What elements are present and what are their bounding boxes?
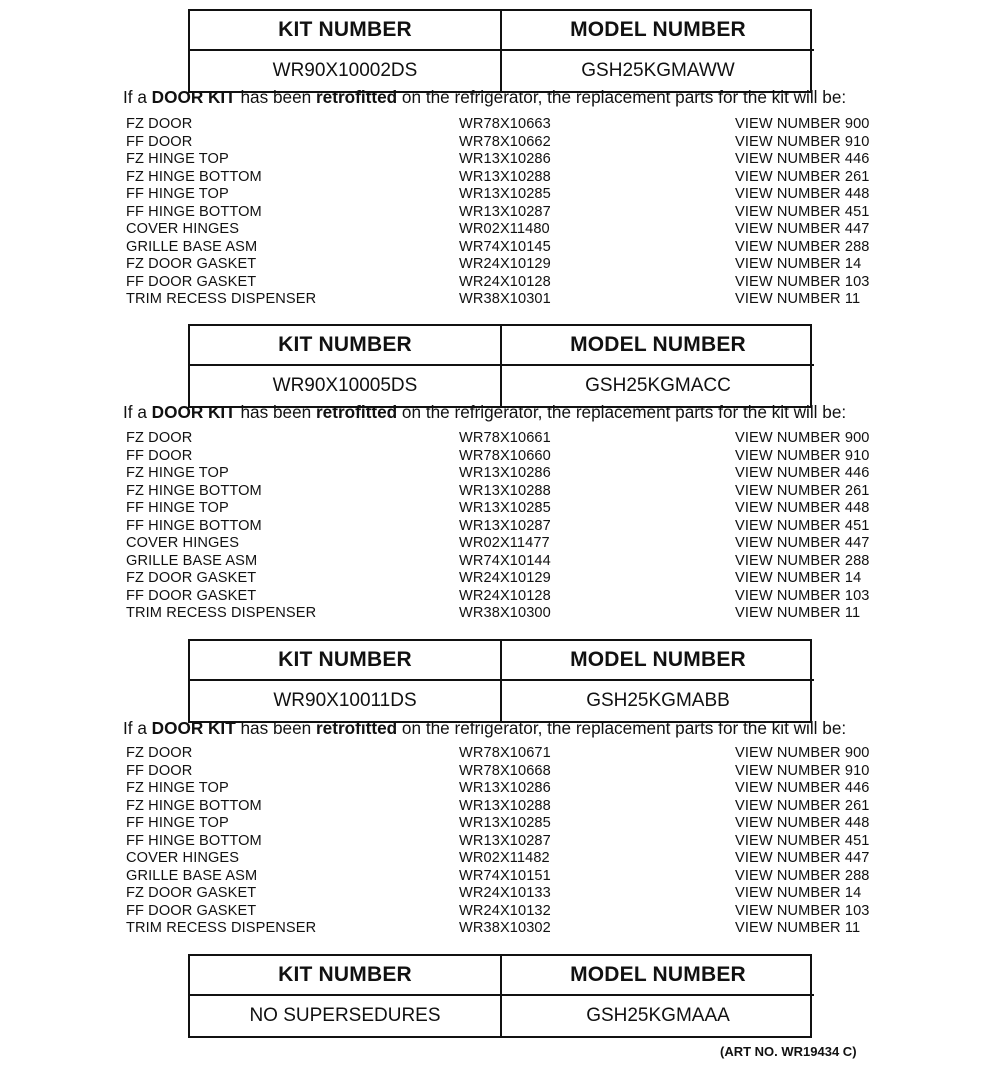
intro-pre: If a xyxy=(123,87,152,107)
view-number: VIEW NUMBER 448 xyxy=(735,500,870,516)
part-number: WR24X10133 xyxy=(459,885,551,901)
part-number: WR24X10129 xyxy=(459,570,551,586)
view-number: VIEW NUMBER 11 xyxy=(735,920,861,936)
parts-row xyxy=(126,763,886,781)
kit-number-header: KIT NUMBER xyxy=(190,956,502,996)
view-number: VIEW NUMBER 448 xyxy=(735,815,870,831)
parts-row xyxy=(126,920,886,938)
parts-row xyxy=(126,780,886,798)
part-name: FF DOOR GASKET xyxy=(126,902,257,919)
part-name: FZ DOOR xyxy=(126,430,193,446)
part-name: FF DOOR xyxy=(126,447,193,464)
part-number: WR24X10132 xyxy=(459,902,551,919)
intro-mid: has been xyxy=(235,402,316,422)
part-number: WR13X10287 xyxy=(459,832,551,849)
part-number: WR13X10286 xyxy=(459,151,551,167)
view-number: VIEW NUMBER 288 xyxy=(735,238,870,255)
kit-number-header: KIT NUMBER xyxy=(190,11,502,51)
view-number: VIEW NUMBER 910 xyxy=(735,447,870,464)
part-name: FF HINGE TOP xyxy=(126,500,229,516)
part-name: FF HINGE TOP xyxy=(126,815,229,831)
intro-post: on the refrigerator, the replacement parts for the kit will be: xyxy=(397,402,847,422)
part-name: FZ HINGE TOP xyxy=(126,780,229,796)
view-number: VIEW NUMBER 447 xyxy=(735,850,870,866)
part-number: WR13X10285 xyxy=(459,500,551,516)
view-number: VIEW NUMBER 14 xyxy=(735,256,862,272)
parts-row xyxy=(126,850,886,868)
parts-row xyxy=(126,239,886,257)
parts-list-1 xyxy=(126,116,886,309)
kit-number-value: WR90X10011DS xyxy=(190,681,502,721)
part-number: WR13X10287 xyxy=(459,203,551,220)
view-number: VIEW NUMBER 288 xyxy=(735,552,870,569)
parts-row xyxy=(126,483,886,501)
view-number: VIEW NUMBER 451 xyxy=(735,203,870,220)
part-number: WR13X10286 xyxy=(459,780,551,796)
part-number: WR78X10668 xyxy=(459,762,551,779)
parts-row xyxy=(126,903,886,921)
part-number: WR13X10288 xyxy=(459,797,551,814)
parts-row xyxy=(126,465,886,483)
part-number: WR13X10288 xyxy=(459,168,551,185)
parts-row xyxy=(126,815,886,833)
model-number-value: GSH25KGMAAA xyxy=(586,1005,730,1026)
view-number: VIEW NUMBER 11 xyxy=(735,291,861,307)
part-name: FF HINGE BOTTOM xyxy=(126,832,262,849)
parts-row xyxy=(126,274,886,292)
view-number: VIEW NUMBER 103 xyxy=(735,902,870,919)
part-name: FZ HINGE BOTTOM xyxy=(126,797,262,814)
part-number: WR38X10300 xyxy=(459,605,551,621)
intro-door-kit: DOOR KIT xyxy=(151,718,236,738)
view-number: VIEW NUMBER 451 xyxy=(735,517,870,534)
view-number: VIEW NUMBER 103 xyxy=(735,273,870,290)
part-name: FZ DOOR xyxy=(126,116,193,132)
kit-number-header: KIT NUMBER xyxy=(190,326,502,366)
model-number-header: MODEL NUMBER xyxy=(502,641,814,681)
view-number: VIEW NUMBER 261 xyxy=(735,168,870,185)
parts-row xyxy=(126,518,886,536)
part-name: FZ DOOR GASKET xyxy=(126,885,257,901)
parts-row xyxy=(126,570,886,588)
part-name: FF HINGE TOP xyxy=(126,186,229,202)
parts-row xyxy=(126,221,886,239)
part-number: WR13X10288 xyxy=(459,482,551,499)
parts-row xyxy=(126,500,886,518)
parts-row xyxy=(126,885,886,903)
view-number: VIEW NUMBER 447 xyxy=(735,535,870,551)
intro-door-kit: DOOR KIT xyxy=(151,402,236,422)
model-number-header: MODEL NUMBER xyxy=(502,956,814,996)
parts-row xyxy=(126,605,886,623)
view-number: VIEW NUMBER 288 xyxy=(735,867,870,884)
view-number: VIEW NUMBER 261 xyxy=(735,482,870,499)
part-name: FF DOOR GASKET xyxy=(126,273,257,290)
intro-door-kit: DOOR KIT xyxy=(151,87,236,107)
part-number: WR02X11482 xyxy=(459,850,550,866)
view-number: VIEW NUMBER 900 xyxy=(735,745,870,761)
view-number: VIEW NUMBER 261 xyxy=(735,797,870,814)
intro-post: on the refrigerator, the replacement parts for the kit will be: xyxy=(397,718,847,738)
view-number: VIEW NUMBER 446 xyxy=(735,465,870,481)
parts-row xyxy=(126,116,886,134)
part-name: FZ HINGE BOTTOM xyxy=(126,482,262,499)
intro-mid: has been xyxy=(235,718,316,738)
kit-number-value: WR90X10002DS xyxy=(190,51,502,91)
intro-post: on the refrigerator, the replacement parts for the kit will be: xyxy=(397,87,847,107)
part-name: GRILLE BASE ASM xyxy=(126,238,258,255)
part-name: FZ DOOR xyxy=(126,745,193,761)
art-number: (ART NO. WR19434 C) xyxy=(720,1044,857,1059)
parts-row xyxy=(126,151,886,169)
intro-retrofitted: retrofitted xyxy=(315,402,398,422)
part-number: WR02X11480 xyxy=(459,221,550,237)
part-name: TRIM RECESS DISPENSER xyxy=(126,920,317,936)
view-number: VIEW NUMBER 900 xyxy=(735,116,870,132)
parts-row xyxy=(126,448,886,466)
intro-retrofitted: retrofitted xyxy=(315,718,398,738)
kit-table-3 xyxy=(188,639,812,723)
part-name: COVER HINGES xyxy=(126,850,240,866)
part-number: WR78X10663 xyxy=(459,116,551,132)
part-name: FZ DOOR GASKET xyxy=(126,256,257,272)
part-number: WR38X10301 xyxy=(459,291,551,307)
parts-list-3 xyxy=(126,745,886,938)
model-number-header: MODEL NUMBER xyxy=(502,11,814,51)
intro-mid: has been xyxy=(235,87,316,107)
parts-row xyxy=(126,868,886,886)
view-number: VIEW NUMBER 14 xyxy=(735,885,862,901)
view-number: VIEW NUMBER 910 xyxy=(735,762,870,779)
retrofit-intro-3 xyxy=(123,718,903,739)
part-number: WR74X10145 xyxy=(459,238,551,255)
model-number-header: MODEL NUMBER xyxy=(502,326,814,366)
parts-row xyxy=(126,833,886,851)
kit-table-1 xyxy=(188,9,812,93)
parts-row xyxy=(126,588,886,606)
model-number-value: GSH25KGMABB xyxy=(586,690,730,711)
view-number: VIEW NUMBER 900 xyxy=(735,430,870,446)
part-number: WR38X10302 xyxy=(459,920,551,936)
part-name: FZ HINGE TOP xyxy=(126,151,229,167)
view-number: VIEW NUMBER 910 xyxy=(735,133,870,150)
part-name: FF HINGE BOTTOM xyxy=(126,203,262,220)
parts-row xyxy=(126,134,886,152)
view-number: VIEW NUMBER 103 xyxy=(735,587,870,604)
part-number: WR24X10128 xyxy=(459,273,551,290)
intro-retrofitted: retrofitted xyxy=(315,87,398,107)
part-name: TRIM RECESS DISPENSER xyxy=(126,605,317,621)
parts-row xyxy=(126,430,886,448)
kit-number-value: WR90X10005DS xyxy=(190,366,502,406)
part-number: WR78X10662 xyxy=(459,133,551,150)
kit-table-2 xyxy=(188,324,812,408)
part-name: FZ HINGE BOTTOM xyxy=(126,168,262,185)
retrofit-intro-1 xyxy=(123,87,903,108)
part-number: WR13X10286 xyxy=(459,465,551,481)
part-name: FF DOOR xyxy=(126,762,193,779)
part-number: WR13X10287 xyxy=(459,517,551,534)
part-name: FZ HINGE TOP xyxy=(126,465,229,481)
kit-table-4 xyxy=(188,954,812,1038)
parts-row xyxy=(126,798,886,816)
part-number: WR13X10285 xyxy=(459,186,551,202)
part-number: WR74X10151 xyxy=(459,867,551,884)
parts-list-2 xyxy=(126,430,886,623)
part-number: WR78X10661 xyxy=(459,430,551,446)
parts-row xyxy=(126,291,886,309)
part-name: COVER HINGES xyxy=(126,535,240,551)
model-number-value: GSH25KGMACC xyxy=(585,375,731,396)
kit-number-value: NO SUPERSEDURES xyxy=(190,996,502,1036)
part-number: WR78X10671 xyxy=(459,745,551,761)
part-name: GRILLE BASE ASM xyxy=(126,867,258,884)
view-number: VIEW NUMBER 448 xyxy=(735,186,870,202)
part-number: WR02X11477 xyxy=(459,535,550,551)
view-number: VIEW NUMBER 451 xyxy=(735,832,870,849)
parts-row xyxy=(126,186,886,204)
part-name: TRIM RECESS DISPENSER xyxy=(126,291,317,307)
part-name: FF DOOR GASKET xyxy=(126,587,257,604)
parts-row xyxy=(126,256,886,274)
view-number: VIEW NUMBER 446 xyxy=(735,780,870,796)
part-number: WR24X10129 xyxy=(459,256,551,272)
view-number: VIEW NUMBER 14 xyxy=(735,570,862,586)
kit-number-header: KIT NUMBER xyxy=(190,641,502,681)
model-number-value: GSH25KGMAWW xyxy=(581,60,735,81)
intro-pre: If a xyxy=(123,718,152,738)
part-name: FZ DOOR GASKET xyxy=(126,570,257,586)
retrofit-intro-2 xyxy=(123,402,903,423)
part-name: GRILLE BASE ASM xyxy=(126,552,258,569)
part-name: FF DOOR xyxy=(126,133,193,150)
parts-row xyxy=(126,204,886,222)
part-number: WR24X10128 xyxy=(459,587,551,604)
part-number: WR78X10660 xyxy=(459,447,551,464)
parts-row xyxy=(126,169,886,187)
view-number: VIEW NUMBER 447 xyxy=(735,221,870,237)
intro-pre: If a xyxy=(123,402,152,422)
parts-row xyxy=(126,745,886,763)
parts-row xyxy=(126,553,886,571)
part-number: WR74X10144 xyxy=(459,552,551,569)
view-number: VIEW NUMBER 11 xyxy=(735,605,861,621)
view-number: VIEW NUMBER 446 xyxy=(735,151,870,167)
parts-row xyxy=(126,535,886,553)
part-name: COVER HINGES xyxy=(126,221,240,237)
part-name: FF HINGE BOTTOM xyxy=(126,517,262,534)
part-number: WR13X10285 xyxy=(459,815,551,831)
